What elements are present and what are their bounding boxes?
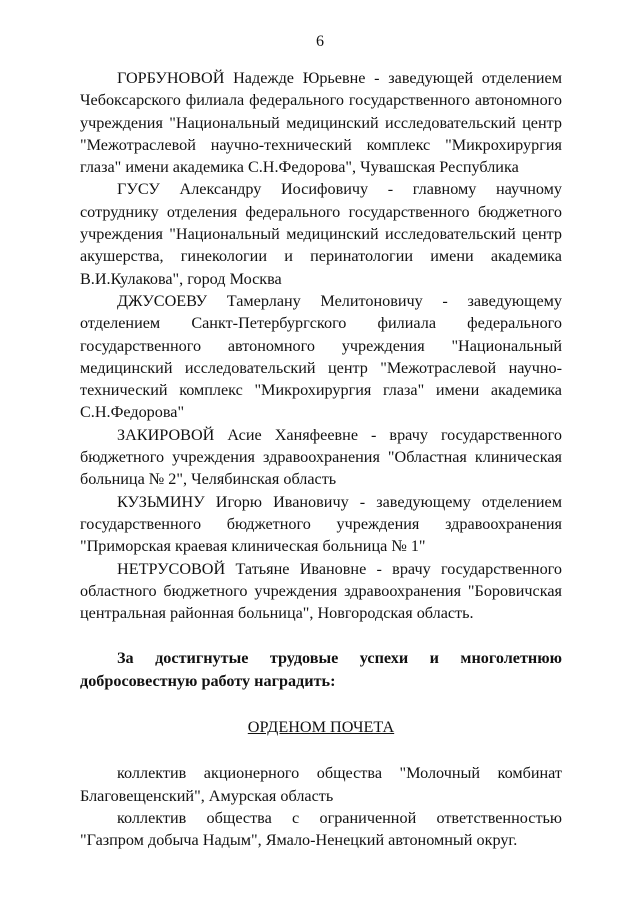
order-heading: ОРДЕНОМ ПОЧЕТА (247, 718, 395, 737)
document-body (80, 67, 562, 852)
awardee-paragraph: ДЖУСОЕВУ Тамерлану Мелитоновичу - заведующему отделением Санкт-Петербургского филиала федерального государственного автономного учреждения "Национальный медицинский исследовательский центр "Межотраслевой научно-технический комплекс "Микрохирургия глаза" имени академика С.Н.Федорова" (80, 291, 562, 422)
section-spacer (80, 738, 562, 762)
collective-paragraph: коллектив общества с ограниченной ответственностью "Газпром добыча Надым", Ямало-Ненецкий автономный округ. (80, 808, 562, 850)
awardee-paragraph: ЗАКИРОВОЙ Асие Ханяфеевне - врачу государственного бюджетного учреждения здравоохранения "Областная клиническая больница № 2", Челябинская область (80, 425, 562, 489)
awardee-paragraph: ГУСУ Александру Иосифовичу - главному научному сотруднику отделения федерального государственного бюджетного учреждения "Национальный медицинский исследовательский центр акушерства, гинекологии и перинатологии имени академика В.И.Кулакова", город Москва (80, 180, 562, 288)
section-spacer (80, 692, 562, 716)
awardee-paragraph: ГОРБУНОВОЙ Надежде Юрьевне - заведующей отделением Чебоксарского филиала федерального государственного автономного учреждения "Национальный медицинский исследовательский центр "Межотраслевой научно-технический комплекс "Микрохирургия глаза" имени академика С.Н.Федорова", Чувашская Республика (80, 69, 562, 177)
collective-paragraph: коллектив акционерного общества "Молочный комбинат Благовещенский", Амурская область (80, 764, 562, 805)
decree-paragraph: За достигнутые трудовые успехи и многолетнюю добросовестную работу наградить: (80, 649, 562, 690)
page-number: 6 (316, 33, 324, 50)
awardee-paragraph: КУЗЬМИНУ Игорю Ивановичу - заведующему отделением государственного бюджетного учреждения здравоохранения "Приморская краевая клиническая больница № 1" (80, 492, 562, 556)
awardee-paragraph: НЕТРУСОВОЙ Татьяне Ивановне - врачу государственного областного бюджетного учреждения здравоохранения "Боровичская центральная районная больница", Новгородская область. (80, 559, 562, 623)
section-spacer (80, 624, 562, 647)
